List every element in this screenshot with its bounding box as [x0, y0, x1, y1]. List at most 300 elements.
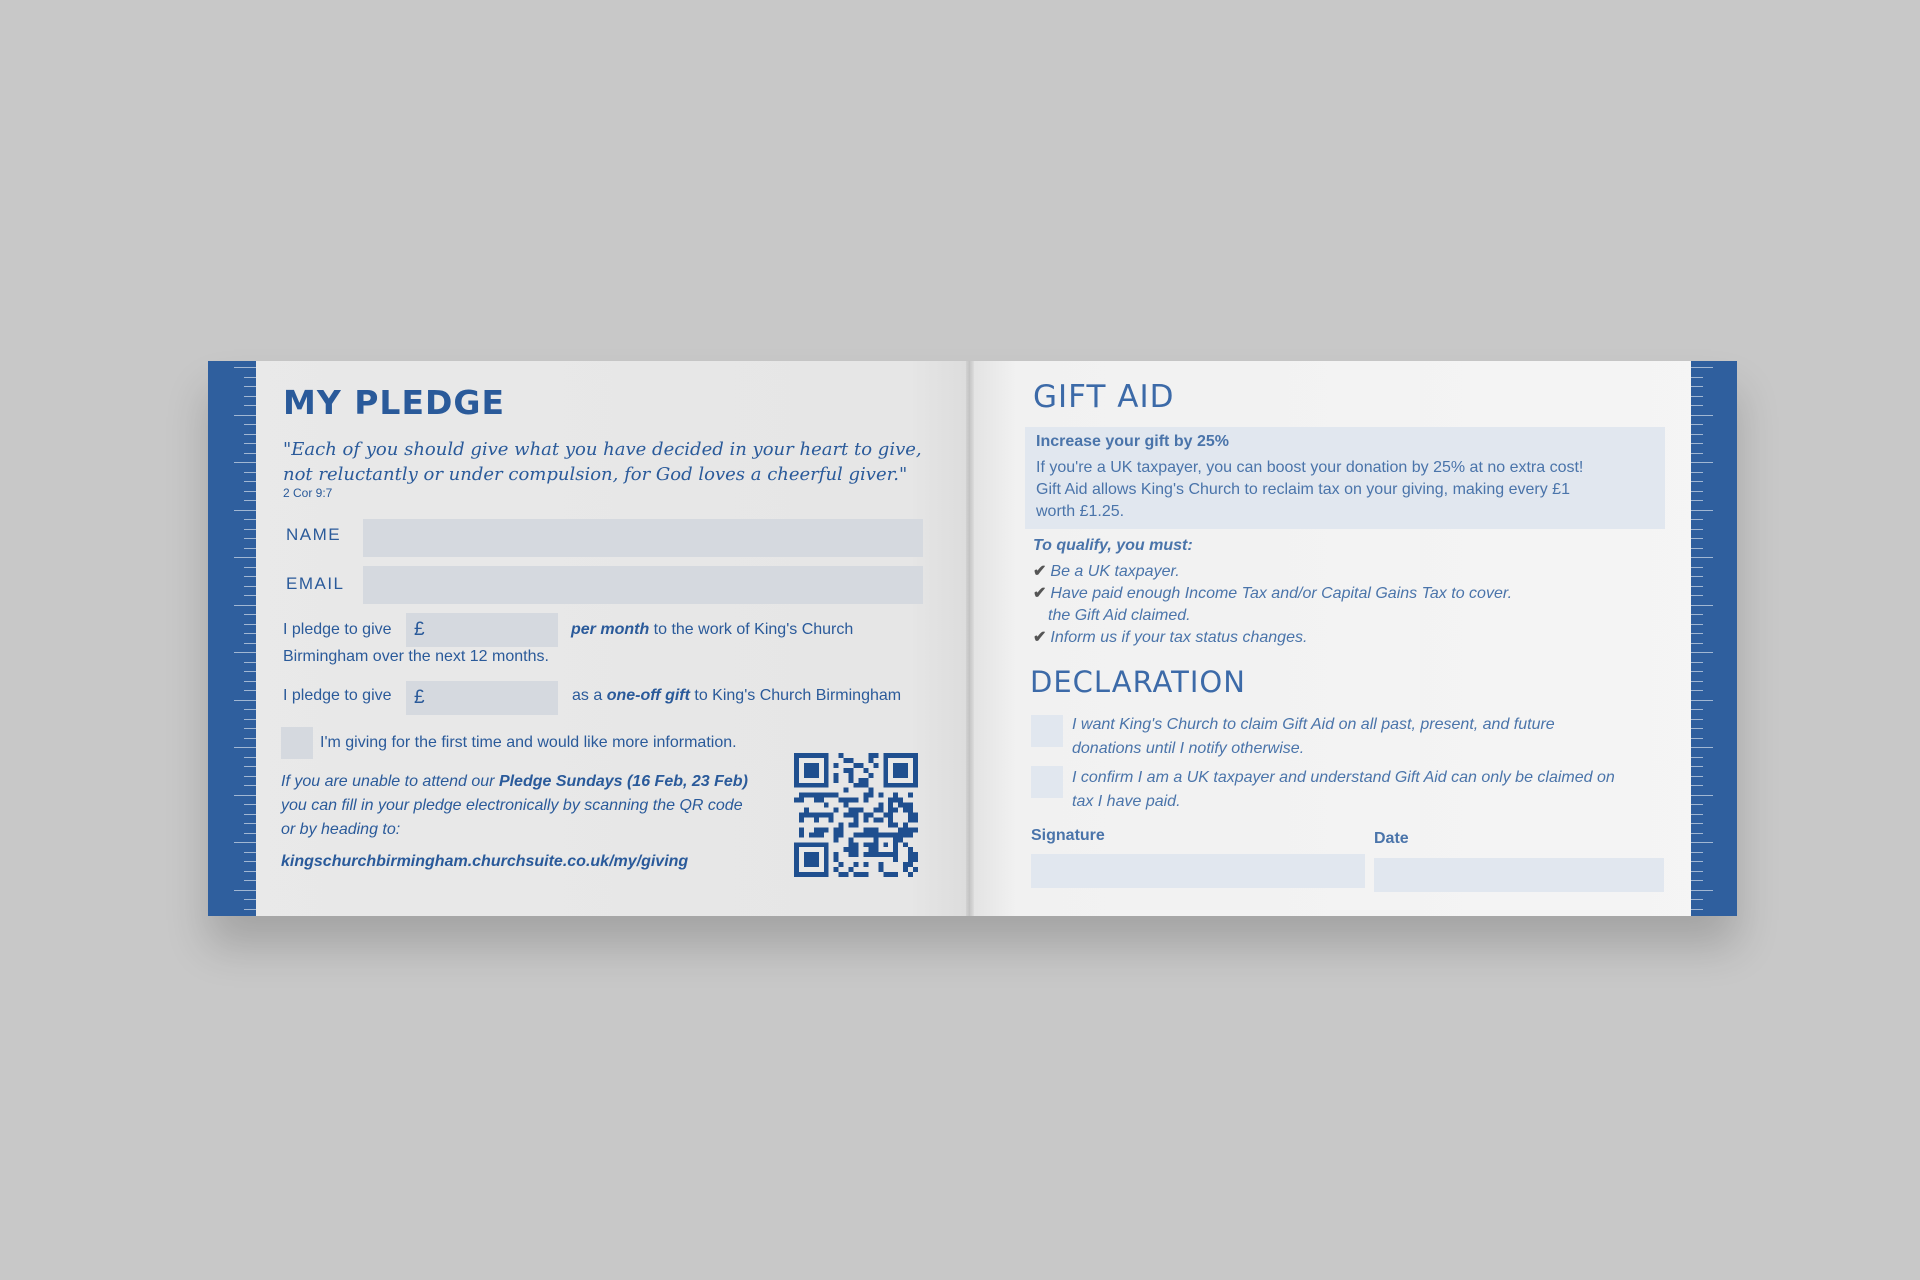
- gift-aid-line1: If you're a UK taxpayer, you can boost your donation by 25% at no extra cost!: [1036, 459, 1584, 476]
- qr-module: [834, 773, 839, 778]
- qr-module: [868, 788, 873, 793]
- ruler-tick: [1691, 624, 1703, 625]
- qr-module: [849, 837, 854, 842]
- qr-module: [863, 862, 868, 867]
- one-off-emphasis: one-off gift: [606, 687, 690, 704]
- qr-module: [799, 813, 804, 818]
- oneoff-amount-field[interactable]: [406, 681, 558, 715]
- ruler-tick: [1691, 909, 1703, 910]
- qr-module: [844, 803, 849, 808]
- qr-module: [863, 872, 868, 877]
- qr-module: [858, 763, 863, 768]
- qr-module: [868, 758, 873, 763]
- ruler-tick: [244, 519, 256, 520]
- qr-module: [849, 758, 854, 763]
- qualify-item: [1033, 627, 1307, 649]
- declaration-taxpayer-line2: tax I have paid.: [1072, 793, 1181, 810]
- qr-module: [868, 793, 873, 798]
- qr-module: [834, 827, 839, 832]
- qr-module: [908, 817, 913, 822]
- ruler-tick: [234, 367, 256, 368]
- qr-module: [868, 753, 873, 758]
- qr-module: [819, 793, 824, 798]
- qr-module: [804, 813, 809, 818]
- qr-module: [809, 832, 814, 837]
- qr-module: [903, 867, 908, 872]
- monthly-pledge-suffix: [571, 616, 853, 643]
- qr-module: [883, 842, 888, 847]
- qr-module: [898, 803, 903, 808]
- ruler-tick: [1691, 652, 1713, 653]
- qr-module: [854, 852, 859, 857]
- qr-module: [903, 862, 908, 867]
- qr-module: [873, 827, 878, 832]
- ruler-tick: [1691, 690, 1703, 691]
- qr-module: [908, 862, 913, 867]
- ruler-tick: [1691, 443, 1703, 444]
- qualify-item-text: Inform us if your tax status changes.: [1050, 629, 1308, 646]
- qr-module: [868, 847, 873, 852]
- ruler-tick: [1691, 396, 1703, 397]
- giving-url-link[interactable]: kingschurchbirmingham.churchsuite.co.uk/my/giving: [281, 853, 689, 870]
- ruler-tick: [1691, 453, 1703, 454]
- qr-module: [849, 768, 854, 773]
- ruler-tick: [1691, 823, 1703, 824]
- qr-module: [903, 832, 908, 837]
- per-month-emphasis: per month: [571, 621, 650, 638]
- qr-module: [804, 763, 819, 778]
- qr-module: [824, 803, 829, 808]
- qr-module: [849, 778, 854, 783]
- qr-module: [893, 763, 908, 778]
- ruler-tick: [1691, 795, 1713, 796]
- ruler-tick: [1691, 833, 1703, 834]
- qr-module: [873, 763, 878, 768]
- ruler-tick: [1691, 424, 1703, 425]
- qr-module: [878, 862, 883, 867]
- qr-module: [903, 827, 908, 832]
- ruler-tick: [244, 681, 256, 682]
- qr-module: [858, 783, 863, 788]
- qr-module: [868, 832, 873, 837]
- qr-module: [873, 808, 878, 813]
- qr-module: [849, 867, 854, 872]
- ruler-tick: [1691, 719, 1703, 720]
- date-field[interactable]: [1374, 858, 1664, 892]
- qr-module: [799, 832, 804, 837]
- declaration-checkbox-claim[interactable]: [1031, 715, 1063, 747]
- ruler-tick: [1691, 700, 1713, 701]
- right-blue-stripe: [1691, 361, 1737, 916]
- ruler-tick: [244, 757, 256, 758]
- qr-module: [913, 867, 918, 872]
- qr-module: [863, 783, 868, 788]
- qr-module: [844, 872, 849, 877]
- qr-module: [873, 753, 878, 758]
- qr-module: [878, 817, 883, 822]
- qr-module: [908, 827, 913, 832]
- qr-module: [858, 872, 863, 877]
- ruler-tick: [1691, 538, 1703, 539]
- left-blue-stripe: [208, 361, 256, 916]
- ruler-tick: [234, 557, 256, 558]
- qr-module: [849, 813, 854, 818]
- ruler-tick: [244, 633, 256, 634]
- ruler-tick: [1691, 500, 1703, 501]
- qr-code-icon: [794, 753, 918, 877]
- ruler-tick: [244, 396, 256, 397]
- monthly-pledge-line2: Birmingham over the next 12 months.: [283, 648, 549, 665]
- ruler-tick: [244, 719, 256, 720]
- qr-module: [908, 832, 913, 837]
- ruler-tick: [1691, 472, 1703, 473]
- qr-module: [888, 803, 893, 808]
- qr-module: [908, 808, 913, 813]
- ruler-tick: [1691, 662, 1703, 663]
- ruler-tick: [1691, 434, 1703, 435]
- qr-module: [854, 763, 859, 768]
- ruler-tick: [234, 747, 256, 748]
- qr-module: [888, 808, 893, 813]
- declaration-claim-text: [1072, 713, 1672, 761]
- qr-module: [858, 832, 863, 837]
- qr-module: [849, 773, 854, 778]
- ruler-tick: [1691, 709, 1703, 710]
- qr-module: [908, 847, 913, 852]
- qr-module: [863, 852, 868, 857]
- qr-module: [834, 867, 839, 872]
- qr-module: [868, 773, 873, 778]
- first-time-label: I'm giving for the first time and would like more information.: [320, 734, 737, 751]
- ruler-tick: [244, 643, 256, 644]
- oneoff-suffix-text: to King's Church Birmingham: [694, 687, 902, 704]
- qr-module: [888, 817, 893, 822]
- qr-module: [913, 813, 918, 818]
- ruler-tick: [244, 728, 256, 729]
- qr-module: [913, 857, 918, 862]
- qr-module: [908, 813, 913, 818]
- qr-module: [814, 832, 819, 837]
- oneoff-pledge-prefix: I pledge to give: [283, 687, 392, 704]
- qr-module: [903, 822, 908, 827]
- gift-aid-body: [1036, 457, 1658, 523]
- qr-module: [854, 798, 859, 803]
- ruler-tick: [1691, 880, 1703, 881]
- qualify-item: [1033, 583, 1512, 605]
- ruler-tick: [1691, 738, 1703, 739]
- ruler-tick: [244, 453, 256, 454]
- qr-module: [868, 842, 873, 847]
- ruler-tick: [244, 567, 256, 568]
- ruler-tick: [244, 576, 256, 577]
- qr-module: [903, 803, 908, 808]
- oneoff-pledge-suffix: [572, 682, 901, 709]
- ruler-tick: [1691, 605, 1713, 606]
- qr-module: [844, 798, 849, 803]
- ruler-tick: [1691, 510, 1713, 511]
- qr-module: [888, 822, 893, 827]
- qr-module: [868, 852, 873, 857]
- ruler-tick: [1691, 595, 1703, 596]
- right-page: [970, 361, 1737, 916]
- ruler-tick: [1691, 367, 1713, 368]
- qr-module: [854, 813, 859, 818]
- qr-module: [834, 857, 839, 862]
- qr-module: [794, 798, 799, 803]
- ruler-tick: [1691, 842, 1713, 843]
- ruler-tick: [234, 700, 256, 701]
- qr-module: [824, 793, 829, 798]
- qr-module: [863, 768, 868, 773]
- ruler-tick: [1691, 899, 1703, 900]
- ruler-tick: [234, 652, 256, 653]
- ruler-tick: [244, 899, 256, 900]
- ruler-tick: [244, 909, 256, 910]
- qr-module: [863, 793, 868, 798]
- bible-quote: "Each of you should give what you have decided in your heart to give, not reluctantly or under compulsion, for God loves a cheerful giver.": [283, 439, 922, 485]
- ruler-tick: [1691, 491, 1703, 492]
- ruler-tick: [1691, 576, 1703, 577]
- ruler-tick: [1691, 557, 1713, 558]
- qr-module: [908, 793, 913, 798]
- ruler-tick: [244, 472, 256, 473]
- qr-module: [849, 798, 854, 803]
- qr-module: [863, 827, 868, 832]
- ruler-tick: [244, 386, 256, 387]
- qr-module: [873, 817, 878, 822]
- qualify-heading: To qualify, you must:: [1033, 537, 1193, 554]
- qr-module: [834, 808, 839, 813]
- qr-module: [913, 827, 918, 832]
- qr-module: [834, 837, 839, 842]
- name-label: NAME: [286, 525, 342, 544]
- declaration-taxpayer-line1: I confirm I am a UK taxpayer and understand Gift Aid can only be claimed on: [1072, 769, 1615, 786]
- qr-module: [814, 827, 819, 832]
- gift-aid-title: GIFT AID: [1033, 379, 1175, 415]
- qr-module: [819, 798, 824, 803]
- info-line2: you can fill in your pledge electronically by scanning the QR code: [281, 797, 743, 814]
- ruler-tick: [244, 614, 256, 615]
- qr-module: [878, 808, 883, 813]
- ruler-tick: [244, 662, 256, 663]
- check-icon: ✔: [1033, 629, 1047, 646]
- pledge-title: MY PLEDGE: [283, 383, 506, 422]
- qr-module: [809, 793, 814, 798]
- qr-module: [839, 862, 844, 867]
- qr-module: [858, 808, 863, 813]
- signature-field[interactable]: [1031, 854, 1365, 888]
- qr-module: [839, 753, 844, 758]
- qr-module: [849, 852, 854, 857]
- qr-module: [854, 783, 859, 788]
- ruler-tick: [244, 443, 256, 444]
- qr-module: [799, 817, 804, 822]
- monthly-amount-field[interactable]: [406, 613, 558, 647]
- ruler-tick: [1691, 643, 1703, 644]
- qr-module: [844, 813, 849, 818]
- ruler-tick: [1691, 671, 1703, 672]
- monthly-pledge-prefix: I pledge to give: [283, 621, 392, 638]
- qr-module: [893, 793, 898, 798]
- left-page: [208, 361, 970, 916]
- qualify-item: [1033, 561, 1180, 583]
- ruler-tick: [1691, 548, 1703, 549]
- qr-module: [799, 827, 804, 832]
- qr-module: [829, 817, 834, 822]
- ruler-tick: [244, 624, 256, 625]
- qr-module: [893, 798, 898, 803]
- qr-module: [839, 832, 844, 837]
- as-a-text: as a: [572, 687, 603, 704]
- ruler-tick: [244, 481, 256, 482]
- qr-module: [804, 793, 809, 798]
- qr-module: [868, 813, 873, 818]
- ruler-tick: [1691, 567, 1703, 568]
- qr-module: [898, 827, 903, 832]
- center-fold: [966, 361, 974, 916]
- qr-module: [834, 832, 839, 837]
- ruler-tick: [244, 785, 256, 786]
- qualify-item-continued: the Gift Aid claimed.: [1048, 607, 1191, 624]
- ruler-tick: [1691, 633, 1703, 634]
- qr-module: [888, 813, 893, 818]
- qr-module: [849, 847, 854, 852]
- ruler-tick: [234, 842, 256, 843]
- qr-module: [863, 817, 868, 822]
- first-time-checkbox[interactable]: [281, 727, 313, 759]
- ruler-tick: [234, 605, 256, 606]
- ruler-tick: [244, 814, 256, 815]
- qr-module: [854, 822, 859, 827]
- ruler-tick: [244, 852, 256, 853]
- qr-module: [844, 847, 849, 852]
- ruler-tick: [1691, 519, 1703, 520]
- declaration-claim-line2: donations until I notify otherwise.: [1072, 740, 1305, 757]
- currency-symbol: £: [414, 619, 425, 640]
- ruler-tick: [244, 766, 256, 767]
- qr-module: [858, 778, 863, 783]
- qr-module: [908, 872, 913, 877]
- qr-module: [829, 793, 834, 798]
- qr-module: [854, 847, 859, 852]
- ruler-tick: [1691, 814, 1703, 815]
- ruler-tick: [1691, 529, 1703, 530]
- qr-module: [834, 852, 839, 857]
- ruler-tick: [1691, 757, 1703, 758]
- qr-module: [814, 813, 819, 818]
- qr-module: [814, 798, 819, 803]
- ruler-tick: [244, 776, 256, 777]
- ruler-tick: [244, 595, 256, 596]
- pledge-sundays: Pledge Sundays (16 Feb, 23 Feb): [498, 773, 748, 790]
- qr-module: [839, 872, 844, 877]
- name-field[interactable]: [363, 519, 923, 557]
- declaration-claim-line1: I want King's Church to claim Gift Aid on all past, present, and future: [1072, 716, 1555, 733]
- qr-module: [854, 832, 859, 837]
- ruler-tick: [1691, 890, 1713, 891]
- qr-module: [829, 813, 834, 818]
- ruler-tick: [1691, 481, 1703, 482]
- ruler-tick: [1691, 871, 1703, 872]
- qr-module: [913, 817, 918, 822]
- qr-module: [844, 768, 849, 773]
- qr-module: [814, 793, 819, 798]
- ruler-tick: [244, 424, 256, 425]
- ruler-tick: [244, 377, 256, 378]
- ruler-tick: [244, 529, 256, 530]
- ruler-tick: [244, 833, 256, 834]
- qr-module: [878, 867, 883, 872]
- qr-module: [849, 808, 854, 813]
- ruler-tick: [244, 823, 256, 824]
- qr-module: [809, 813, 814, 818]
- ruler-tick: [244, 671, 256, 672]
- ruler-tick: [244, 500, 256, 501]
- qr-module: [854, 862, 859, 867]
- qr-module: [878, 793, 883, 798]
- qr-module: [804, 852, 819, 867]
- ruler-tick: [1691, 405, 1703, 406]
- ruler-tick: [234, 890, 256, 891]
- qr-module: [863, 813, 868, 818]
- ruler-tick: [244, 709, 256, 710]
- ruler-tick: [234, 795, 256, 796]
- date-label: Date: [1374, 830, 1409, 847]
- qr-module: [844, 758, 849, 763]
- pledge-booklet: [208, 361, 1737, 916]
- declaration-title: DECLARATION: [1030, 665, 1246, 699]
- qr-module: [863, 798, 868, 803]
- qr-module: [908, 852, 913, 857]
- qr-module: [903, 842, 908, 847]
- ruler-tick: [244, 880, 256, 881]
- qr-module: [819, 832, 824, 837]
- qr-module: [844, 788, 849, 793]
- qr-module: [799, 793, 804, 798]
- qr-module: [893, 808, 898, 813]
- qr-module: [819, 827, 824, 832]
- qr-module: [893, 822, 898, 827]
- qr-module: [863, 778, 868, 783]
- qr-module: [834, 763, 839, 768]
- qr-module: [898, 832, 903, 837]
- pledge-info-text: [281, 770, 811, 842]
- currency-symbol: £: [414, 687, 425, 708]
- qr-module: [898, 837, 903, 842]
- ruler-tick: [1691, 747, 1713, 748]
- qr-module: [898, 798, 903, 803]
- declaration-checkbox-taxpayer[interactable]: [1031, 766, 1063, 798]
- qr-module: [863, 832, 868, 837]
- qr-module: [913, 852, 918, 857]
- qualify-item-text: Be a UK taxpayer.: [1050, 563, 1180, 580]
- qr-module: [819, 813, 824, 818]
- ruler-tick: [244, 538, 256, 539]
- qr-module: [849, 822, 854, 827]
- qr-module: [893, 872, 898, 877]
- ruler-tick: [244, 434, 256, 435]
- qr-module: [799, 798, 804, 803]
- email-field[interactable]: [363, 566, 923, 604]
- qr-module: [804, 808, 809, 813]
- declaration-taxpayer-text: [1072, 766, 1672, 814]
- ruler-tick: [1691, 681, 1703, 682]
- qr-module: [903, 808, 908, 813]
- info-prefix: If you are unable to attend our: [281, 773, 495, 790]
- ruler-tick: [1691, 861, 1703, 862]
- gift-aid-line3: worth £1.25.: [1036, 503, 1125, 520]
- ruler-tick: [244, 871, 256, 872]
